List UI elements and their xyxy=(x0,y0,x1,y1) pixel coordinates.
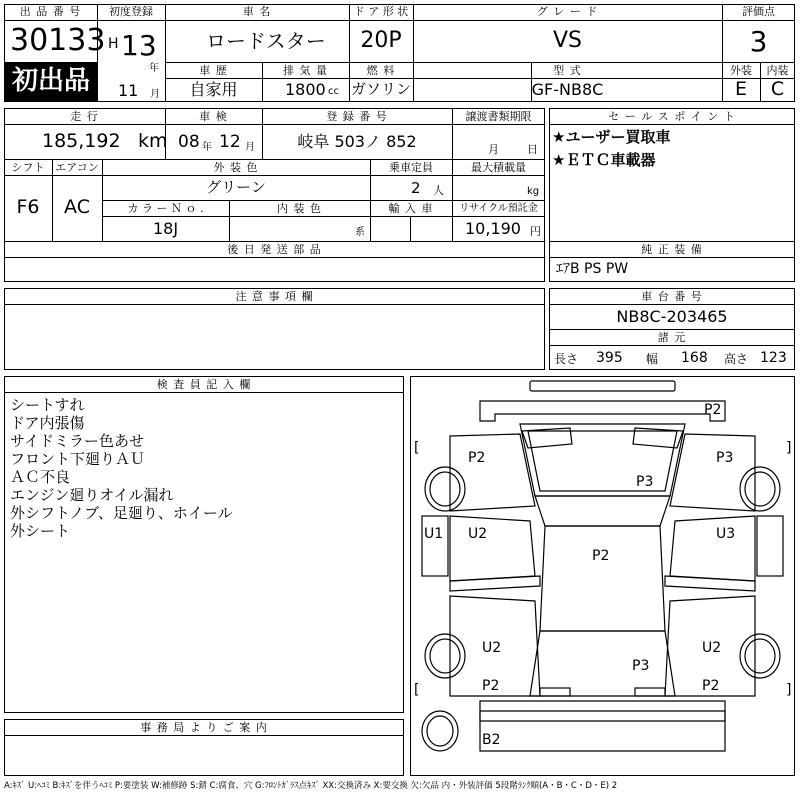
mark-left-bumper-p2: P2 xyxy=(482,678,500,694)
inspector-note: ＡＣ不良 xyxy=(10,468,71,486)
inspector-note: フロント下廻りＡＵ xyxy=(10,450,146,468)
inspection-month-unit: 月 xyxy=(245,142,255,153)
mark-left-front-p2: P2 xyxy=(468,450,486,466)
model-code: GF-NB8C xyxy=(531,80,604,99)
genuine-equipment: ｴｱB PS PW xyxy=(556,261,629,277)
capacity: 2 xyxy=(411,179,421,197)
ext-color: グリーン xyxy=(206,178,266,196)
mark-roof-p2: P2 xyxy=(592,548,610,564)
score: 3 xyxy=(749,25,768,58)
mileage-label: 走 行 xyxy=(70,110,99,123)
color-no-label: カ ラ ー Ｎ ｏ . xyxy=(127,202,204,215)
height-label: 高さ xyxy=(724,352,749,366)
first-listing-text: 初出品 xyxy=(11,66,90,96)
mark-left-rear-u2: U2 xyxy=(482,640,502,656)
plate: 岐阜 503ノ 852 xyxy=(297,132,417,151)
year-unit: 年 xyxy=(149,63,159,74)
history-label: 車 歴 xyxy=(199,64,228,77)
mileage-unit: km xyxy=(138,130,168,152)
bracket-right-top: ] xyxy=(786,440,792,456)
displacement-unit: cc xyxy=(328,86,339,97)
import-label: 輸 入 車 xyxy=(388,202,434,215)
recycle-fee: 10,190 xyxy=(465,219,521,238)
transfer-month-unit: 月 xyxy=(488,143,499,156)
fuel: ガソリン xyxy=(350,80,411,98)
width-label: 幅 xyxy=(646,352,659,366)
mileage: 185,192 xyxy=(42,130,121,152)
score-label: 評価点 xyxy=(742,5,775,18)
grade: VS xyxy=(552,28,582,53)
interior-label: 内装 xyxy=(766,64,789,77)
length-value: 395 xyxy=(596,350,623,366)
grade-label: グ レ ー ド xyxy=(536,5,599,18)
door-type: 20P xyxy=(360,28,402,53)
car-name: ロードスター xyxy=(206,29,326,53)
int-color-unit: 系 xyxy=(355,227,365,238)
inspector-note: 外シート xyxy=(10,522,71,540)
later-parts-label: 後 日 発 送 部 品 xyxy=(227,243,322,256)
int-color-label: 内 装 色 xyxy=(277,202,322,215)
inspection-month: 12 xyxy=(219,132,241,152)
mark-left-u2: U2 xyxy=(468,526,488,542)
inspector-note: シートすれ xyxy=(10,396,85,414)
transfer-docs-label: 譲渡書類期限 xyxy=(465,110,532,123)
exterior-grade: E xyxy=(734,78,747,100)
first-reg-label: 初度登録 xyxy=(109,5,153,18)
era: H xyxy=(108,36,119,52)
history: 自家用 xyxy=(189,80,238,99)
max-load-label: 最大積載量 xyxy=(471,161,526,174)
inspector-note: エンジン廻りオイル漏れ xyxy=(10,486,174,504)
mark-hood-p3: P3 xyxy=(636,474,654,490)
mark-right-front-p3: P3 xyxy=(716,450,734,466)
lot-number: 30133 xyxy=(10,23,106,58)
color-no: 18J xyxy=(152,219,179,238)
aircon: AC xyxy=(64,196,90,218)
exterior-label: 外装 xyxy=(730,64,752,77)
recycle-label: リサイクル預託金 xyxy=(459,203,538,214)
inspector-notes xyxy=(10,396,233,540)
door-type-label: ド ア 形 状 xyxy=(353,5,409,18)
capacity-label: 乗車定員 xyxy=(389,161,433,174)
height-value: 123 xyxy=(760,350,787,366)
length-label: 長さ xyxy=(554,352,579,366)
mark-right-u3: U3 xyxy=(716,526,736,542)
model-code-label: 型 式 xyxy=(553,64,582,77)
fuel-label: 燃 料 xyxy=(366,64,396,77)
ext-color-label: 外 装 色 xyxy=(213,161,259,174)
sales-point-2: ★ＥＴＣ車載器 xyxy=(552,151,656,169)
car-diagram-svg xyxy=(410,376,795,776)
interior-grade: C xyxy=(770,78,785,100)
capacity-unit: 人 xyxy=(433,184,444,197)
chassis-no: NB8C-203465 xyxy=(616,307,728,326)
mark-rear-b2: B2 xyxy=(482,732,501,748)
sales-points-label: セ ー ル ス ポ イ ン ト xyxy=(608,110,736,123)
width-value: 168 xyxy=(681,350,708,366)
inspector-note: サイドミラー色あせ xyxy=(10,432,144,450)
max-load-unit: kg xyxy=(527,186,540,197)
bracket-right-bottom: ] xyxy=(786,682,792,698)
shift: F6 xyxy=(16,196,40,218)
mark-right-rear-u2: U2 xyxy=(702,640,722,656)
inspector-note: ドア内張傷 xyxy=(10,414,85,432)
first-reg-month: 11 xyxy=(118,81,139,100)
displacement-label: 排 気 量 xyxy=(283,64,328,77)
plate-label: 登 録 番 号 xyxy=(326,110,388,123)
inspection-label: 車 検 xyxy=(199,110,228,123)
car-name-label: 車 名 xyxy=(242,5,272,18)
legend: A:ｷｽﾞ U:ﾍｺﾐ B:ｷｽﾞを伴うﾍｺﾐ P:要塗装 W:補修跡 S:錆 C:腐食、穴 G:ﾌﾛﾝﾄｶﾞﾗｽ点ｷｽﾞ XX:交換済み X:要交換 欠:欠品 内・外装評価 5段階ﾗﾝｸ順(A・B・C・D・E) 2 xyxy=(4,781,618,791)
lot-no-label: 出 品 番 号 xyxy=(19,5,82,18)
aircon-label: エアコン xyxy=(55,161,99,174)
first-reg-year: 13 xyxy=(121,29,157,62)
office-label: 事 務 局 よ り ご 案 内 xyxy=(140,721,268,734)
shift-label: シフト xyxy=(11,161,45,174)
genuine-equip-label: 純 正 装 備 xyxy=(641,243,703,256)
transfer-day-unit: 日 xyxy=(527,143,538,156)
notes-label: 注 意 事 項 欄 xyxy=(235,290,314,303)
inspector-note: 外シフトノブ、足廻り、ホイール xyxy=(10,504,233,522)
displacement: 1800 xyxy=(285,80,326,99)
recycle-unit: 円 xyxy=(530,225,541,238)
dimensions-label: 諸 元 xyxy=(657,331,687,344)
mark-left-door-u1: U1 xyxy=(424,526,444,542)
mark-right-bumper-p2: P2 xyxy=(702,678,720,694)
sales-point-1: ★ユーザー買取車 xyxy=(552,128,671,146)
inspection-year: 08 xyxy=(178,132,200,152)
bracket-left-bottom: [ xyxy=(414,682,420,698)
mark-roof-rear-p2: P2 xyxy=(704,402,722,418)
mark-trunk-p3: P3 xyxy=(632,658,650,674)
month-unit: 月 xyxy=(150,89,160,100)
inspection-year-unit: 年 xyxy=(202,142,212,153)
bracket-left-top: [ xyxy=(414,440,420,456)
inspector-label: 検 査 員 記 入 欄 xyxy=(156,378,252,391)
chassis-no-label: 車 台 番 号 xyxy=(641,290,703,303)
